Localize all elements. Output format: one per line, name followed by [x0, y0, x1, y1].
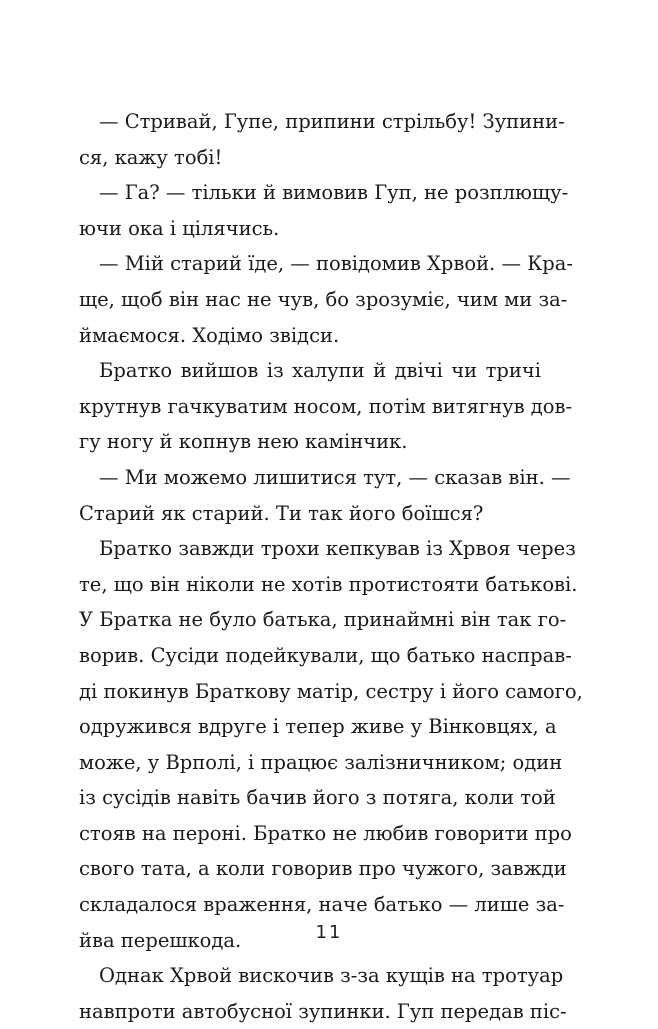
text-line: Братко вийшов із халупи й двічі чи тричі — [99, 359, 541, 383]
text-line: із сусідів навіть бачив його з потяга, коли той — [79, 786, 556, 810]
text-line: крутнув гачкуватим носом, потім витягнув дов- — [79, 394, 573, 418]
text-line: ся, кажу тобі! — [79, 145, 223, 169]
text-line: навпроти автобусної зупинки. Гуп передав піс- — [79, 999, 567, 1023]
text-line: може, у Врполі, і працює залізничником; один — [79, 750, 563, 774]
text-line: — Стривай, Гупе, припини стрільбу! Зупини- — [99, 110, 565, 133]
text-line: складалося враження, наче батько — лише за- — [79, 893, 565, 917]
text-line: ще, щоб він нас не чув, бо зрозуміє, чим ми за- — [79, 287, 568, 311]
text-line: У Братка не було батька, принаймні він так го- — [79, 608, 567, 632]
text-line: ймаємося. Ходімо звідси. — [79, 323, 340, 347]
text-line: йва перешкода. — [79, 928, 242, 952]
text-line: одружився вдруге і тепер живе у Вінковцях, а — [79, 715, 557, 739]
text-line: — Мій старий їде, — повідомив Хрвой. — Кра- — [99, 252, 573, 276]
text-line: свого тата, а коли говорив про чужого, завжди — [79, 857, 567, 881]
text-line: Однак Хрвой вискочив з-за кущів на тротуар — [99, 964, 564, 988]
page-body — [79, 104, 583, 1029]
text-line: ворив. Сусіди подейкували, що батько насправ- — [79, 643, 572, 667]
text-line: те, що він ніколи не хотів протистояти батькові. — [79, 572, 578, 596]
text-line: стояв на пероні. Братко не любив говорити про — [79, 821, 572, 845]
text-line: ючи ока і цілячись. — [79, 216, 280, 240]
text-line: ді покинув Браткову матір, сестру і його самого, — [79, 679, 583, 703]
text-line: Старий як старий. Ти так його боїшся? — [79, 501, 484, 525]
page-number: 11 — [315, 922, 343, 943]
text-line: Братко завжди трохи кепкував із Хрвоя через — [99, 537, 576, 561]
text-line: гу ногу й копнув нею камінчик. — [79, 430, 408, 454]
text-line: — Ми можемо лишитися тут, — сказав він. — — [99, 465, 571, 489]
text-line: — Га? — тільки й вимовив Гуп, не розплющу- — [99, 181, 569, 205]
